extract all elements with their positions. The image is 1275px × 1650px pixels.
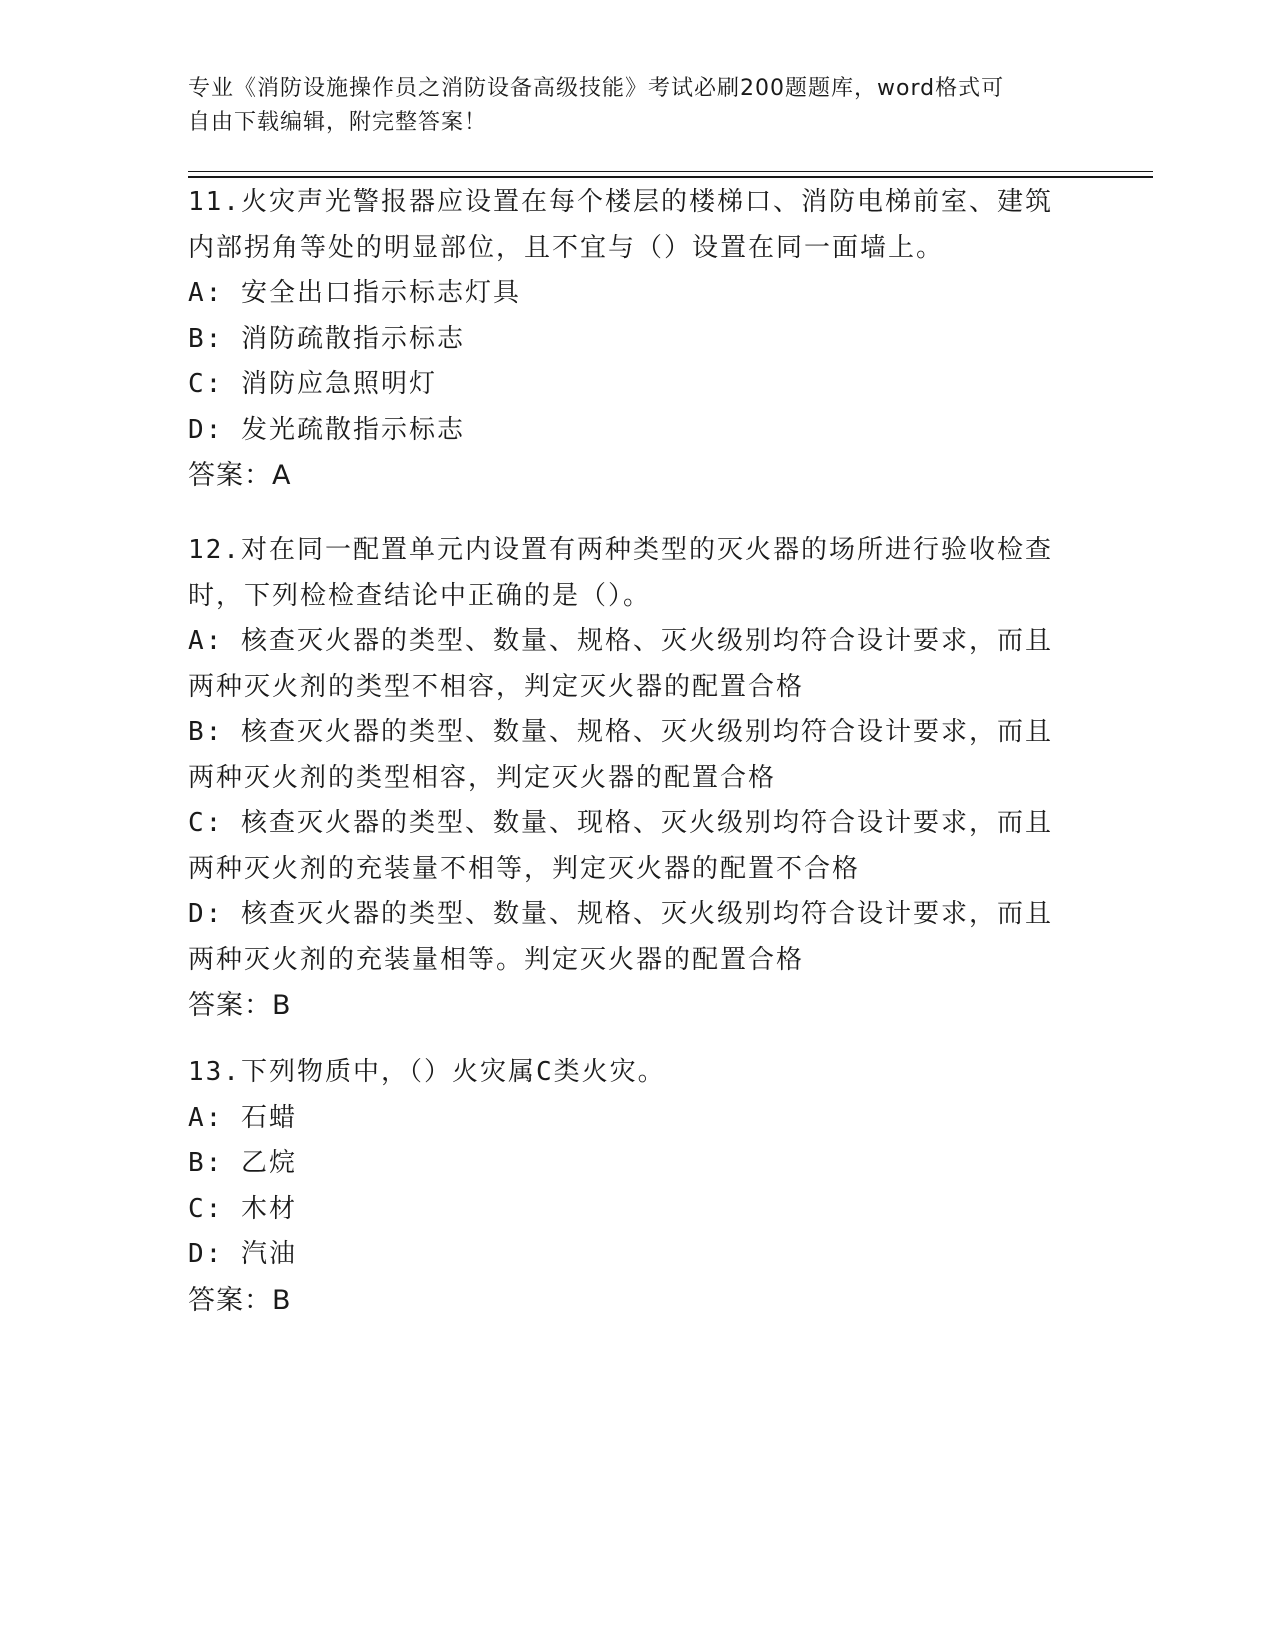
option-line: B: 核查灭火器的类型、数量、规格、灭火级别均符合设计要求，而且 — [188, 717, 1053, 747]
answer-line: 答案：B — [188, 990, 292, 1021]
question-stem-line: 11.火灾声光警报器应设置在每个楼层的楼梯口、消防电梯前室、建筑 — [188, 187, 1053, 217]
question-block-13 — [188, 1050, 1068, 1323]
answer-line: 答案：B — [188, 1284, 292, 1316]
header-rule-thin — [188, 171, 1153, 172]
header-rule-thick — [188, 176, 1153, 178]
option-line: C: 消防应急照明灯 — [188, 369, 437, 399]
option-line: A: 核查灭火器的类型、数量、规格、灭火级别均符合设计要求，而且 — [188, 626, 1053, 656]
question-stem-line: 时，下列检检查结论中正确的是（）。 — [188, 580, 652, 611]
option-line: 两种灭火剂的充装量相等。判定灭火器的配置合格 — [188, 944, 805, 975]
option-line: C: 核查灭火器的类型、数量、现格、灭火级别均符合设计要求，而且 — [188, 808, 1053, 838]
header-line-2: 自由下载编辑，附完整答案！ — [188, 110, 488, 135]
option-line: D: 发光疏散指示标志 — [188, 414, 465, 445]
option-line: A: 石蜡 — [188, 1102, 297, 1133]
option-line: A: 安全出口指示标志灯具 — [188, 278, 521, 308]
answer-line: 答案：A — [188, 460, 292, 491]
option-line: B: 消防疏散指示标志 — [188, 323, 465, 354]
document-header — [188, 72, 1068, 140]
question-stem-line: 12.对在同一配置单元内设置有两种类型的灭火器的场所进行验收检查 — [188, 535, 1053, 565]
option-line: 两种灭火剂的充装量不相等，判定灭火器的配置不合格 — [188, 853, 861, 884]
option-line: D: 核查灭火器的类型、数量、规格、灭火级别均符合设计要求，而且 — [188, 899, 1053, 929]
question-stem-line: 13.下列物质中，（）火灾属C类火灾。 — [188, 1057, 666, 1087]
question-stem-line: 内部拐角等处的明显部位，且不宜与（）设置在同一面墙上。 — [188, 232, 945, 263]
question-block-11 — [188, 180, 1068, 499]
option-line: B: 乙烷 — [188, 1148, 297, 1178]
question-block-12 — [188, 528, 1068, 1029]
option-line: 两种灭火剂的类型相容，判定灭火器的配置合格 — [188, 762, 777, 793]
option-line: C: 木材 — [188, 1193, 297, 1224]
header-line-1: 专业《消防设施操作员之消防设备高级技能》考试必刷200题题库，word格式可 — [188, 76, 1005, 101]
option-line: 两种灭火剂的类型不相容，判定灭火器的配置合格 — [188, 671, 805, 702]
option-line: D: 汽油 — [188, 1239, 297, 1269]
